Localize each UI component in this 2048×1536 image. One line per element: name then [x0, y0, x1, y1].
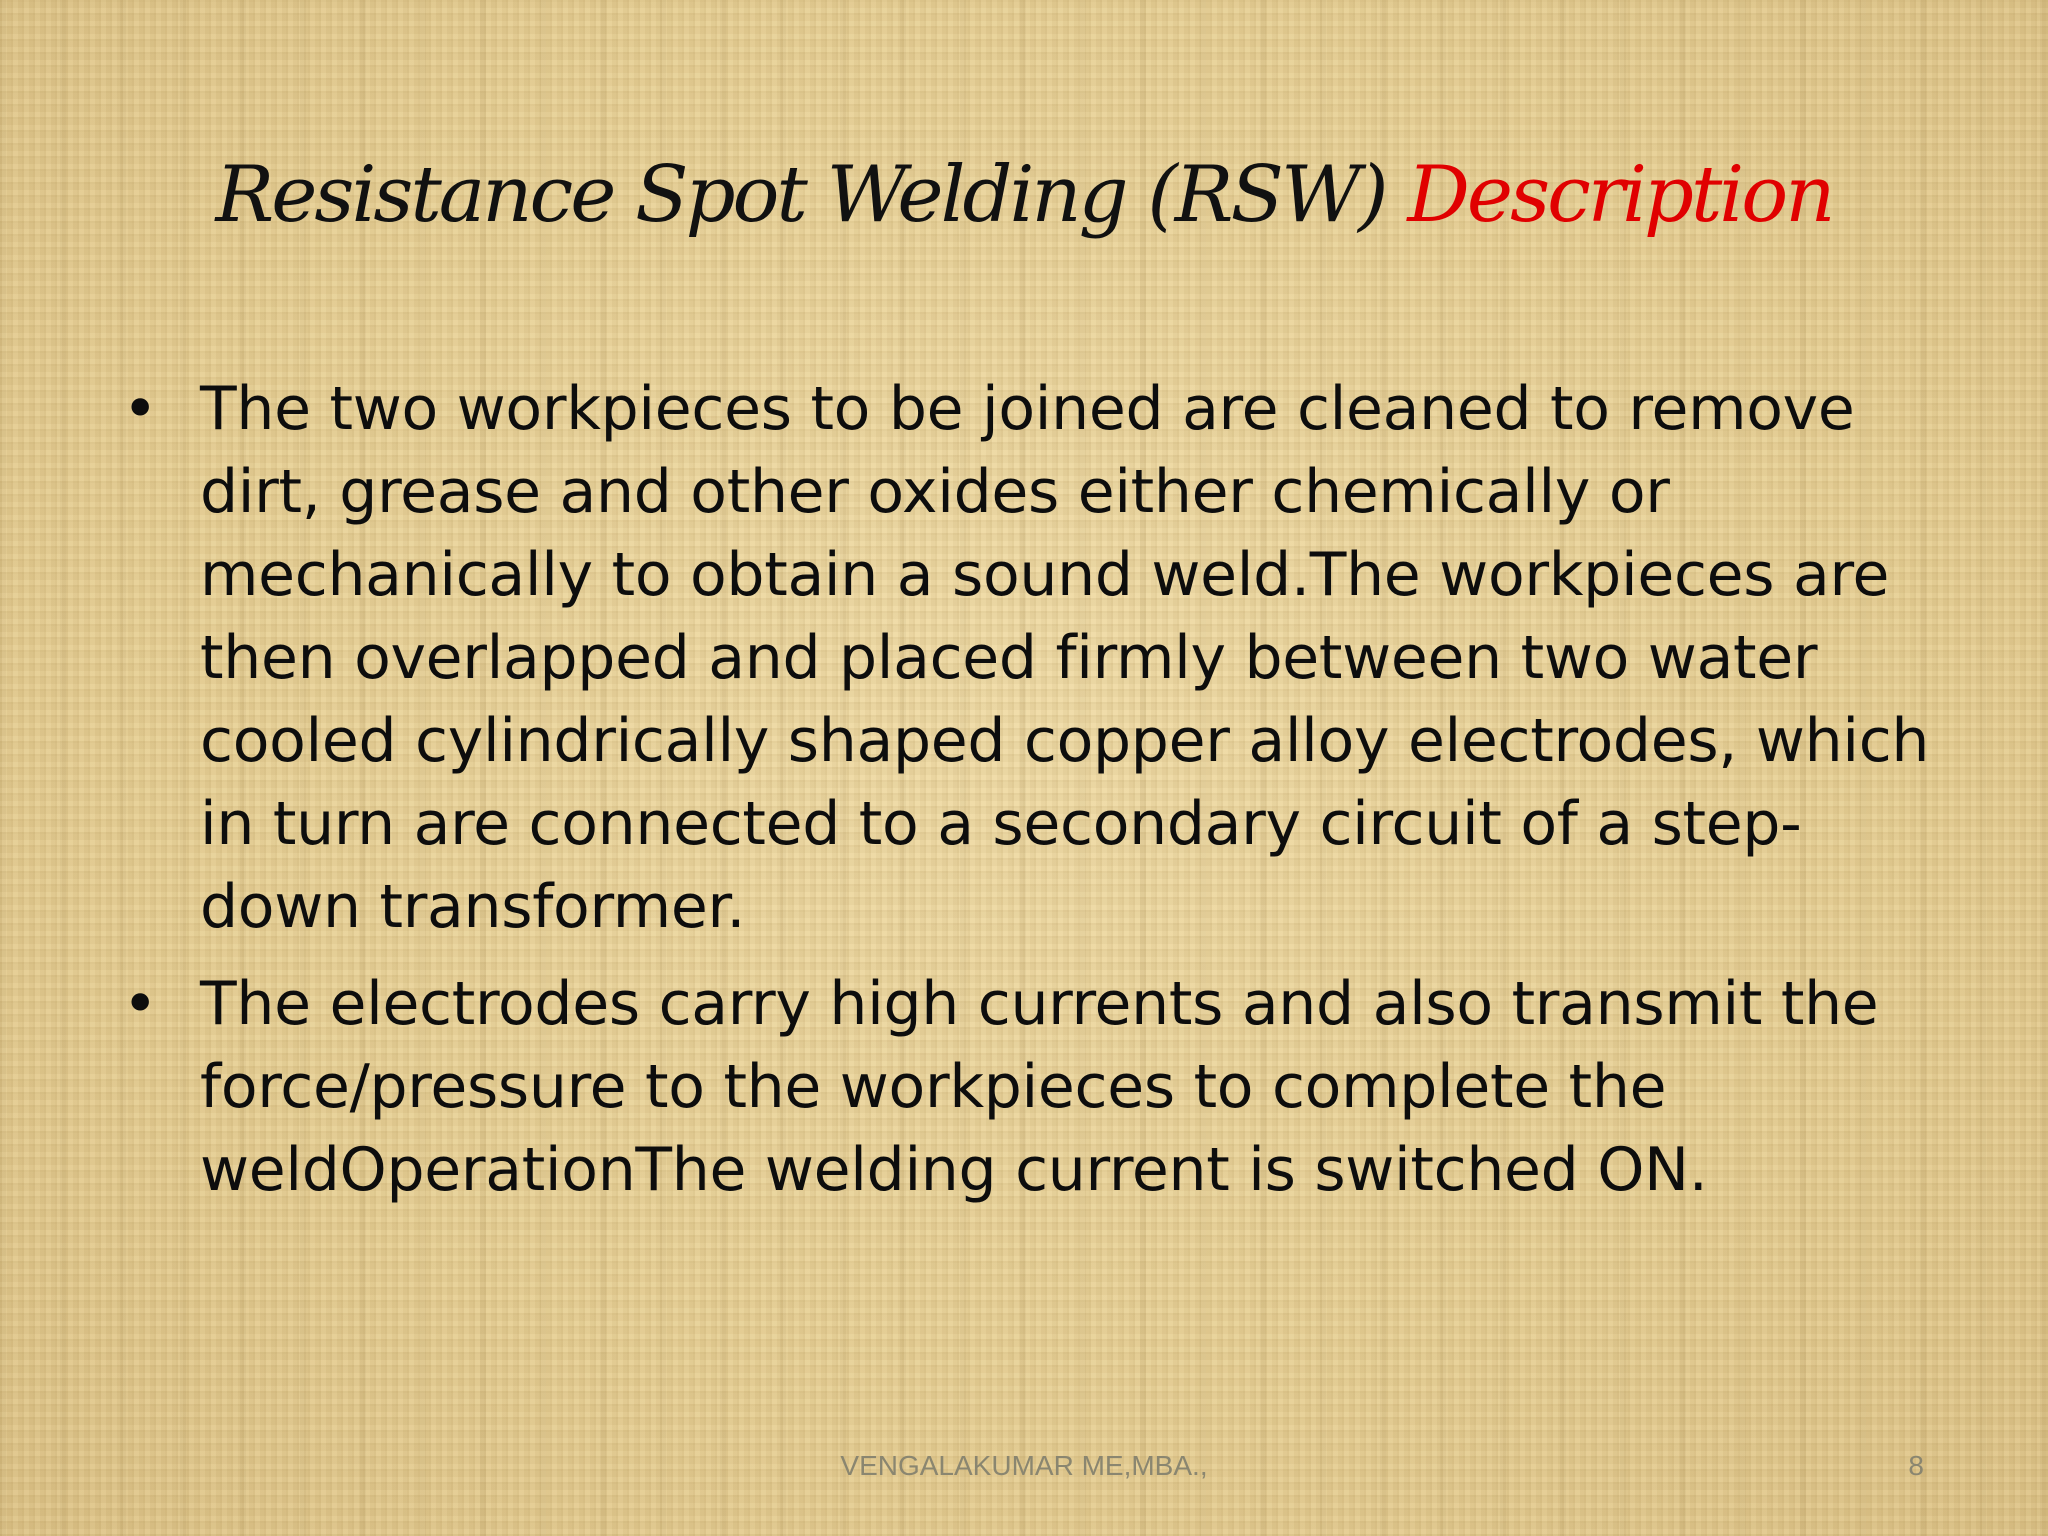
- bullet-marker: •: [122, 969, 158, 1039]
- footer-author: VENGALAKUMAR ME,MBA.,: [840, 1450, 1208, 1481]
- bullet-item: [120, 368, 1940, 949]
- title-main: Resistance Spot Welding (RSW): [215, 150, 1386, 240]
- page-number: 8: [1908, 1450, 1924, 1481]
- bullet-marker: •: [122, 374, 158, 444]
- bullet-list: [120, 368, 1940, 1226]
- bullet-text: The two workpieces to be joined are cleaned to remove dirt, grease and other oxides either chemically or mechanically to obtain a sound weld.The workpieces are then overlapped and placed firmly between two water cooled cylindrically shaped copper alloy electrodes, which in turn are connected to a secondary circuit of a step-down transformer.: [200, 374, 1930, 942]
- title-accent: Description: [1407, 150, 1833, 240]
- slide-title: [0, 150, 2048, 240]
- bullet-item: [120, 963, 1940, 1212]
- bullet-text: The electrodes carry high currents and also transmit the force/pressure to the workpieces to complete the weldOperationThe welding current is switched ON.: [200, 969, 1879, 1205]
